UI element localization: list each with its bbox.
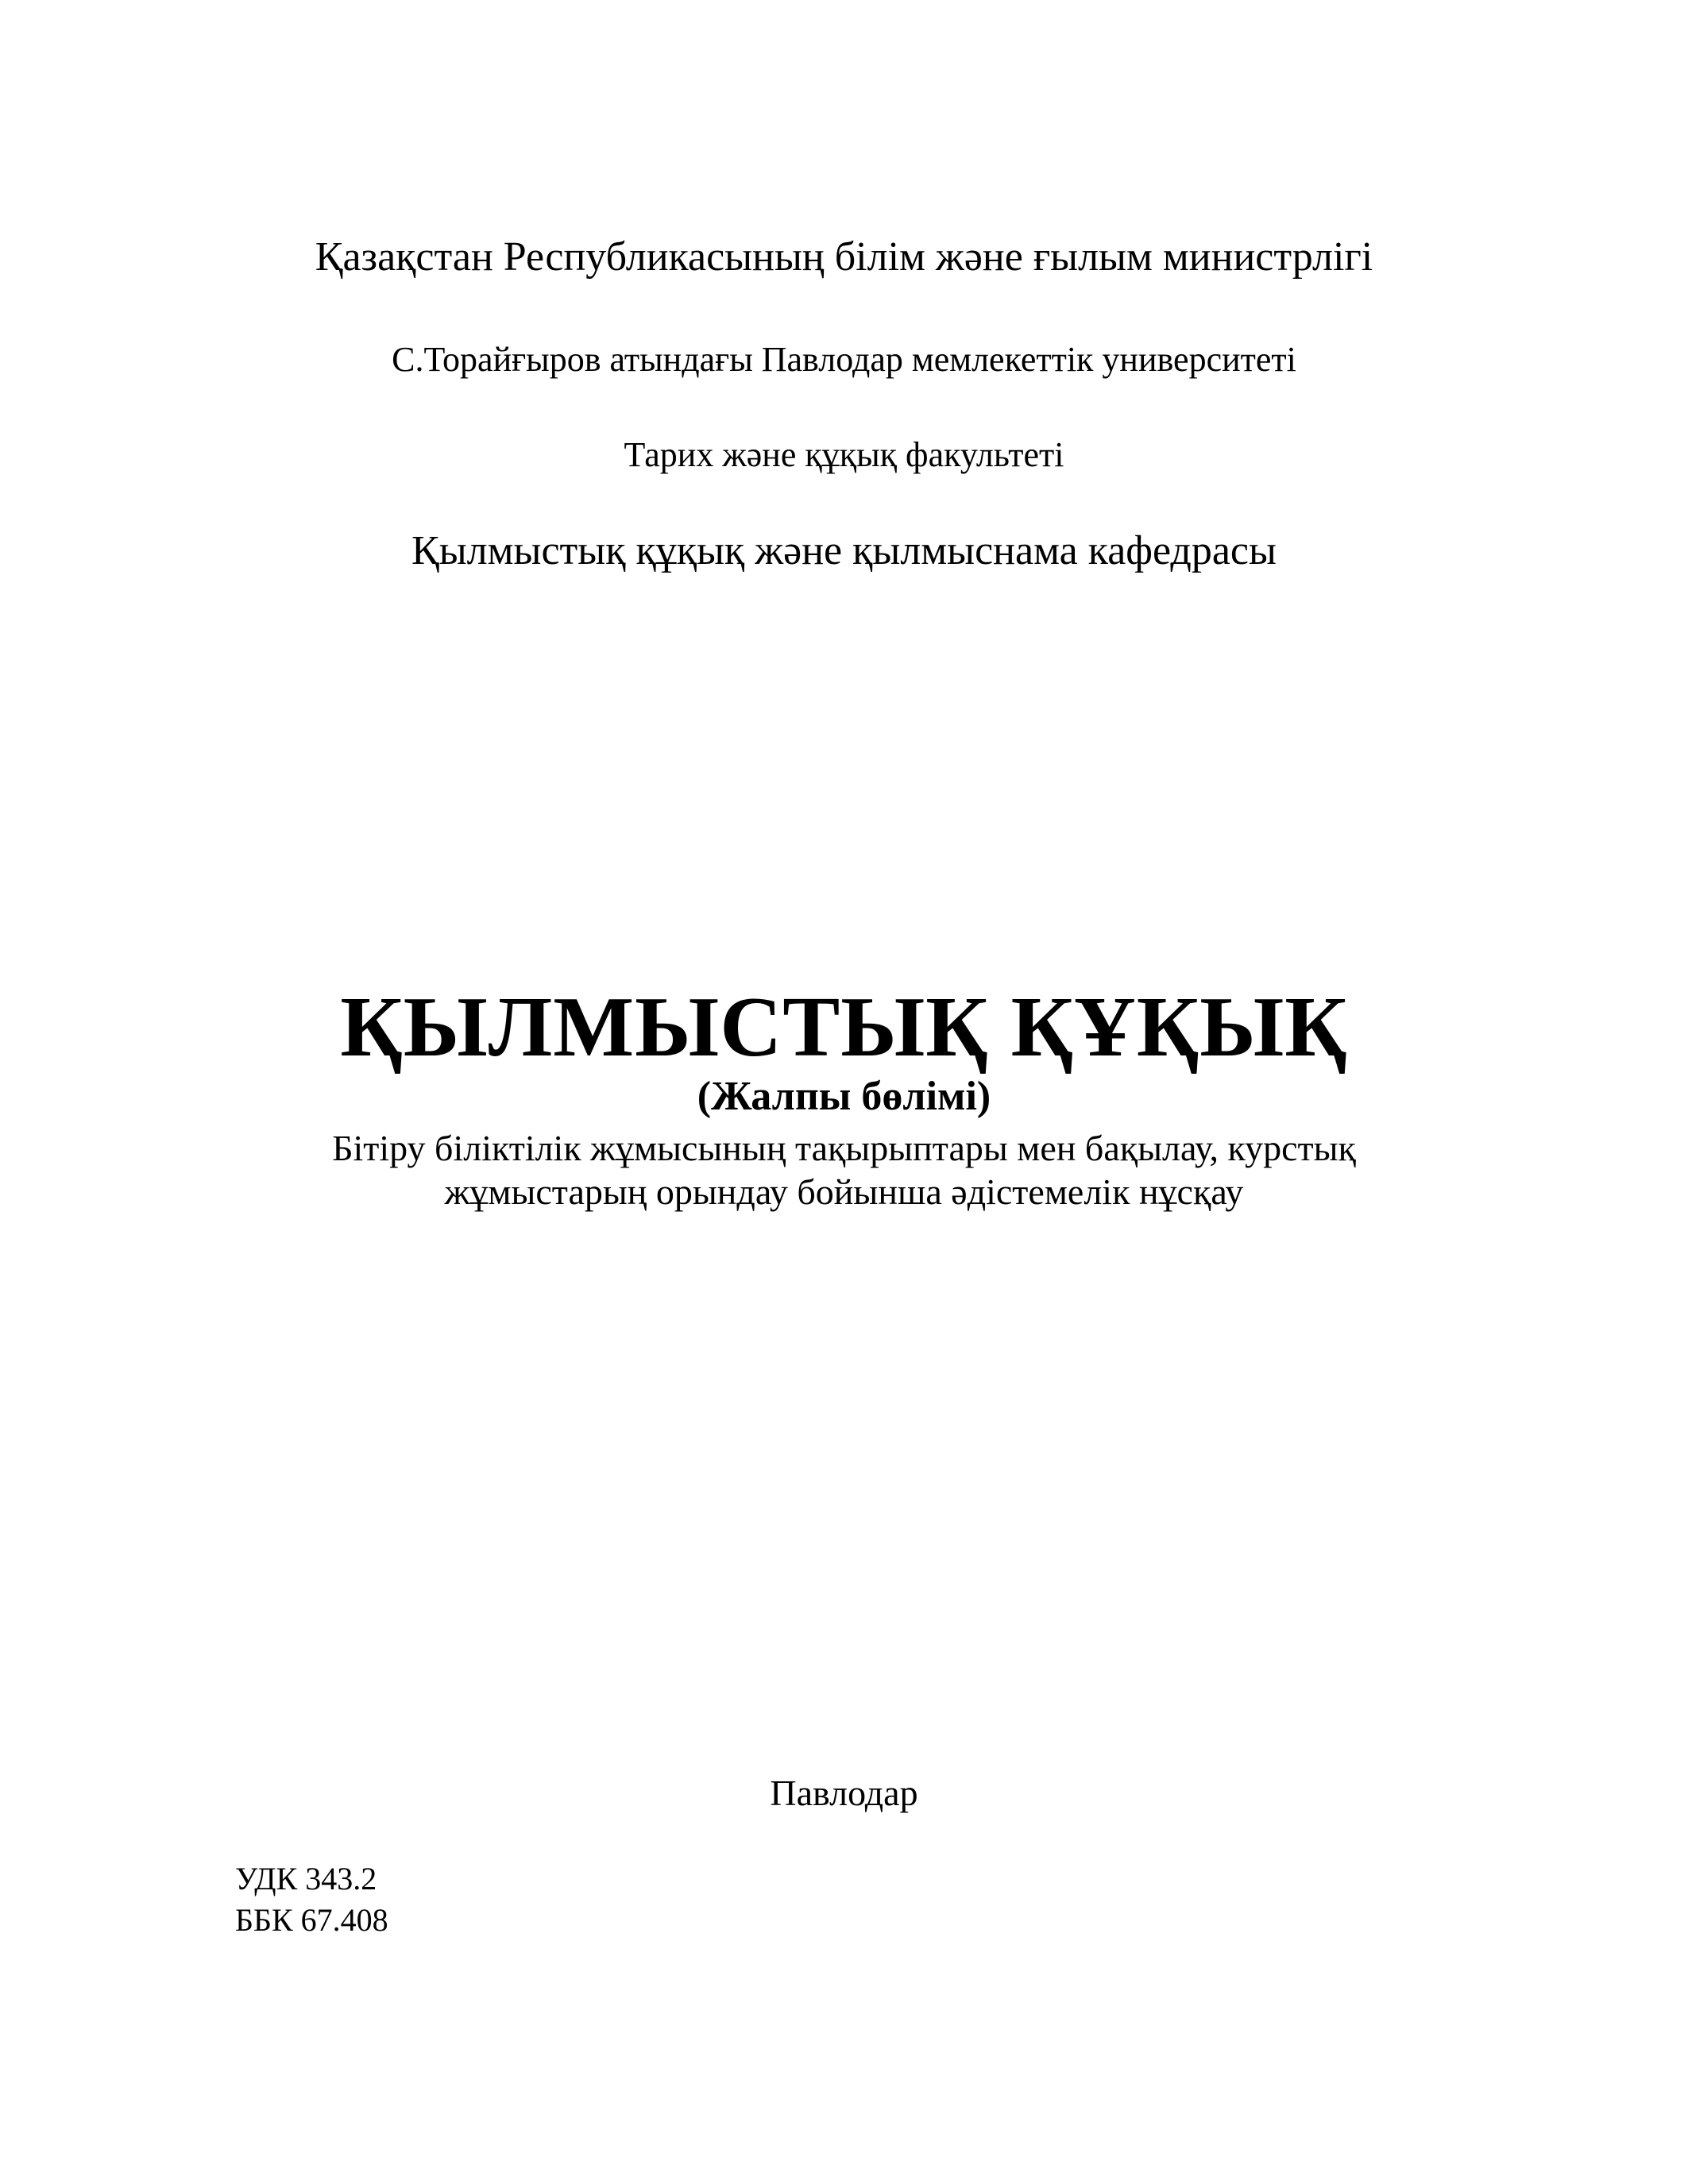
document-description-line-2: жұмыстарың орындау бойынша әдістемелік нұсқау — [444, 1171, 1244, 1212]
publication-city: Павлодар — [770, 1773, 918, 1813]
bbk-code: ББК 67.408 — [235, 1902, 388, 1938]
document-description-line-1: Бітіру біліктілік жұмысының тақырыптары мен бақылау, курстық — [332, 1128, 1356, 1168]
faculty-name: Тарих және құқық факультеті — [624, 435, 1064, 474]
udc-code: УДК 343.2 — [235, 1861, 377, 1897]
classification-codes — [235, 1858, 388, 1941]
document-title: ҚЫЛМЫСТЫҚ ҚҰҚЫҚ — [340, 980, 1348, 1075]
document-subtitle: (Жалпы бөлімі) — [697, 1074, 991, 1119]
university-name: С.Торайғыров атындағы Павлодар мемлекеттік университеті — [392, 340, 1296, 379]
ministry-name: Қазақстан Республикасының білім және ғылым министрлігі — [315, 234, 1373, 280]
department-name: Қылмыстық құқық және қылмыснама кафедрасы — [411, 528, 1277, 573]
